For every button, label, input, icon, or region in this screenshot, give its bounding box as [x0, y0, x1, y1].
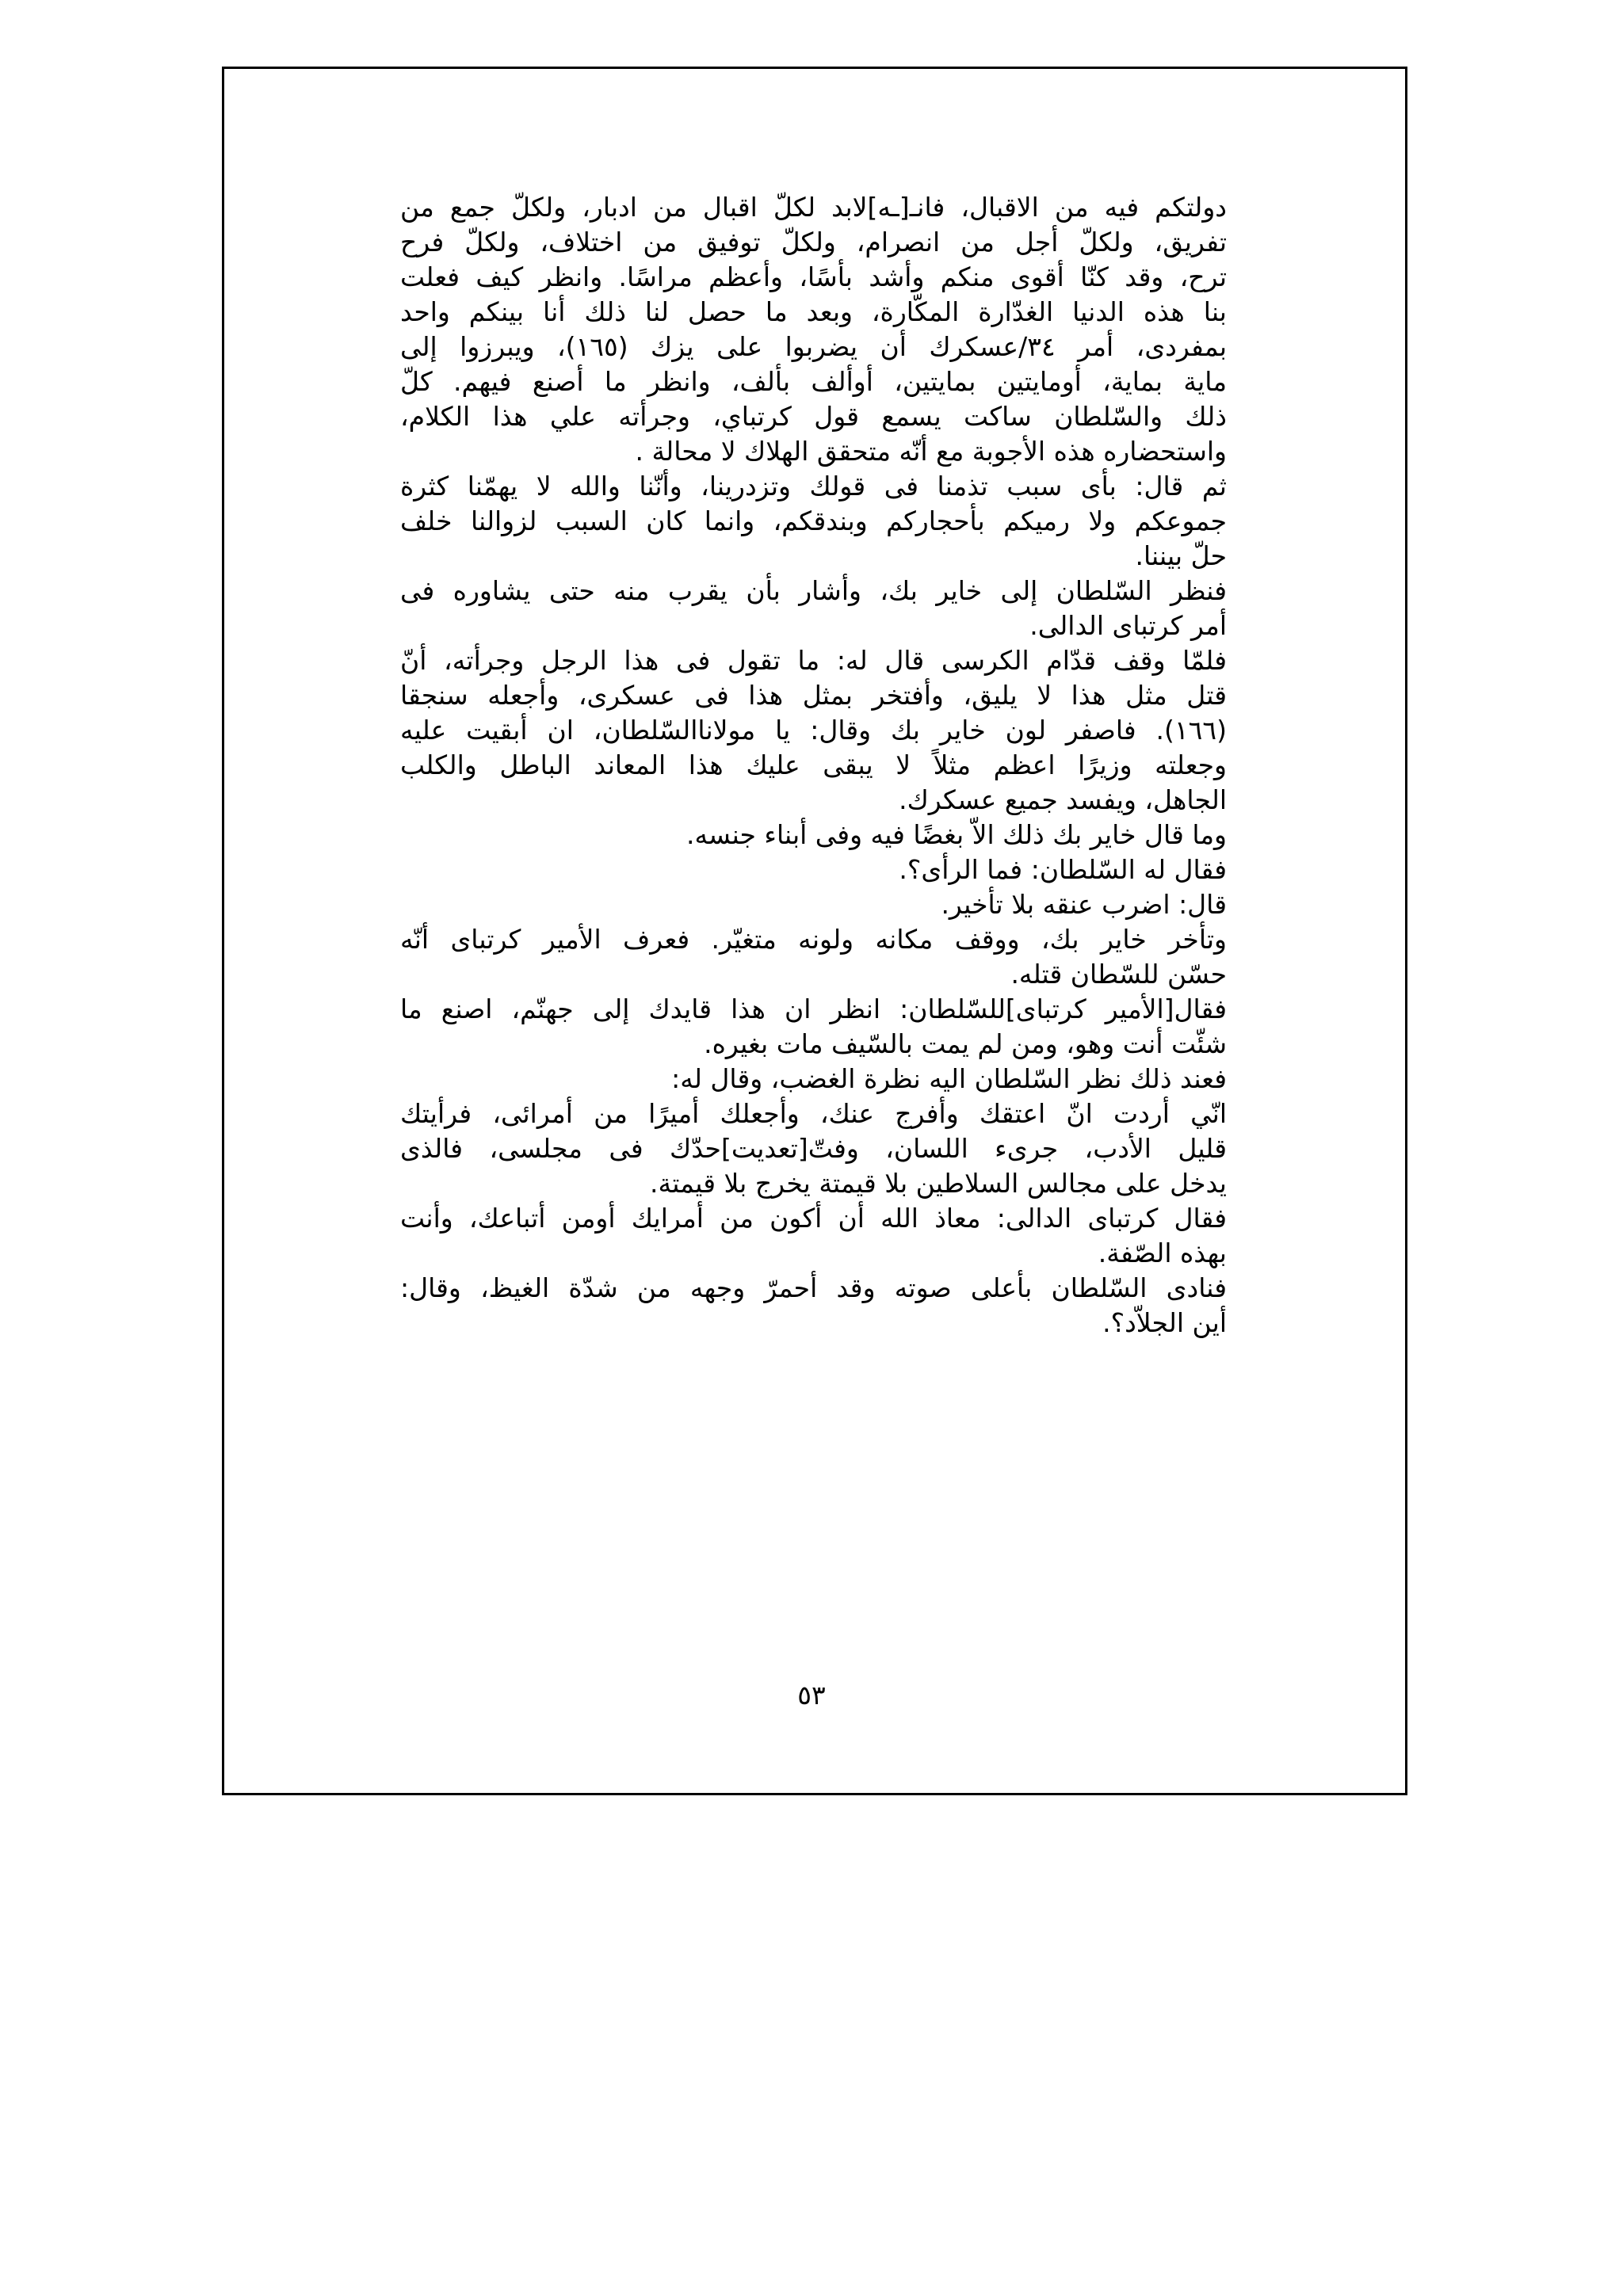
paragraph-9 [400, 992, 1227, 1062]
text-line: ترح، وقد كنّا أقوى منكم وأشد بأسًا، وأعظم مراسًا. وانظر كيف فعلت [400, 261, 1227, 292]
text-line: أمر كرتباى الدالى. [1029, 610, 1227, 641]
text-line: فقال[الأمير كرتباى]للسّلطان: انظر ان هذا قايدك إلى جهنّم، اصنع ما [400, 994, 1227, 1024]
paragraph-10 [400, 1062, 1227, 1097]
text-line: ماية بماية، أومايتين بمايتين، أوألف بألف، وانظر ما أصنع فيهم. كلّ [400, 366, 1227, 397]
paragraph-5 [400, 818, 1227, 852]
paragraph-1 [400, 190, 1227, 469]
text-line: قليل الأدب، جرىء اللسان، وفتّ[تعديت]حدّك فى مجلسى، فالذى [400, 1133, 1227, 1164]
text-line: قال: اضرب عنقه بلا تأخير. [941, 889, 1227, 920]
text-line: فنادى السّلطان بأعلى صوته وقد أحمرّ وجهه من شدّة الغيظ، وقال: [400, 1272, 1227, 1303]
text-line: حلّ بيننا. [1135, 540, 1227, 571]
text-line: بهذه الصّفة. [1098, 1238, 1227, 1268]
paragraph-2 [400, 469, 1227, 574]
text-line: بنا هذه الدنيا الغدّارة المكّارة، وبعد ما حصل لنا ذلك أنا بينكم واحد [400, 296, 1227, 327]
text-line: دولتكم فيه من الاقبال، فانـ[ـه]لابد لكلّ اقبال من ادبار، ولكلّ جمع من [400, 192, 1227, 223]
text-line: يدخل على مجالس السلاطين بلا قيمتة يخرج بلا قيمتة. [650, 1168, 1227, 1199]
text-line: (١٦٦). فاصفر لون خاير بك وقال: يا مولاناالسّلطان، ان أبقيت عليه [400, 715, 1227, 746]
text-line: بمفردى، أمر ٣٤/عسكرك أن يضربوا على يزك (١٦٥)، ويبرزوا إلى [400, 331, 1228, 362]
text-line: واستحضاره هذه الأجوبة مع أنّه متحقق الهلاك لا محالة . [635, 436, 1227, 467]
text-line: ثم قال: بأى سبب تذمنا فى قولك وتزدرينا، وأنّنا والله لا يهمّنا كثرة [400, 471, 1227, 502]
text-line: فقال له السّلطان: فما الرأى؟. [899, 854, 1227, 885]
text-line: وتأخر خاير بك، ووقف مكانه ولونه متغيّر. فعرف الأمير كرتباى أنّه [400, 924, 1227, 955]
text-line: انّي أردت انّ اعتقك وأفرج عنك، وأجعلك أميرًا من أمرائى، فرأيتك [400, 1098, 1227, 1129]
paragraph-6 [400, 852, 1227, 887]
text-line: شئّت أنت وهو، ومن لم يمت بالسّيف مات بغيره. [704, 1028, 1227, 1059]
text-line: تفريق، ولكلّ أجل من انصرام، ولكلّ توفيق من اختلاف، ولكلّ فرح [400, 227, 1227, 257]
paragraph-12 [400, 1201, 1227, 1271]
text-line: فقال كرتباى الدالى: معاذ الله أن أكون من أمرايك أومن أتباعك، وأنت [400, 1203, 1227, 1234]
paragraph-4 [400, 643, 1227, 818]
paragraph-8 [400, 922, 1227, 992]
text-line: فلمّا وقف قدّام الكرسى قال له: ما تقول فى هذا الرجل وجرأته، أنّ [400, 645, 1227, 676]
text-line: جموعكم ولا رميكم بأحجاركم وبندقكم، وانما كان السبب لزوالنا خلف [400, 505, 1227, 536]
text-line: وجعلته وزيرًا اعظم مثلاً لا يبقى عليك هذا المعاند الباطل والكلب [400, 749, 1227, 780]
page-text [400, 190, 1227, 1341]
text-line: فنظر السّلطان إلى خاير بك، وأشار بأن يقرب منه حتى يشاوره فى [400, 575, 1227, 606]
paragraph-11 [400, 1097, 1227, 1201]
paragraph-13 [400, 1271, 1227, 1341]
text-line: الجاهل، ويفسد جميع عسكرك. [899, 784, 1227, 815]
text-line: فعند ذلك نظر السّلطان اليه نظرة الغضب، وقال له: [671, 1063, 1227, 1094]
page-number: ٥٣ [797, 1680, 826, 1711]
text-line: قتل مثل هذا لا يليق، وأفتخر بمثل هذا فى عسكرى، وأجعله سنجقا [400, 680, 1227, 711]
paragraph-3 [400, 574, 1227, 643]
text-line: وما قال خاير بك ذلك الاّ بغضًا فيه وفى أبناء جنسه. [685, 819, 1227, 850]
text-line: ذلك والسّلطان ساكت يسمع قول كرتباي، وجرأته علي هذا الكلام، [400, 401, 1227, 432]
paragraph-7 [400, 887, 1227, 922]
text-line: حسّن للسّطان قتله. [1010, 959, 1227, 990]
text-line: أين الجلاّد؟. [1102, 1307, 1227, 1338]
